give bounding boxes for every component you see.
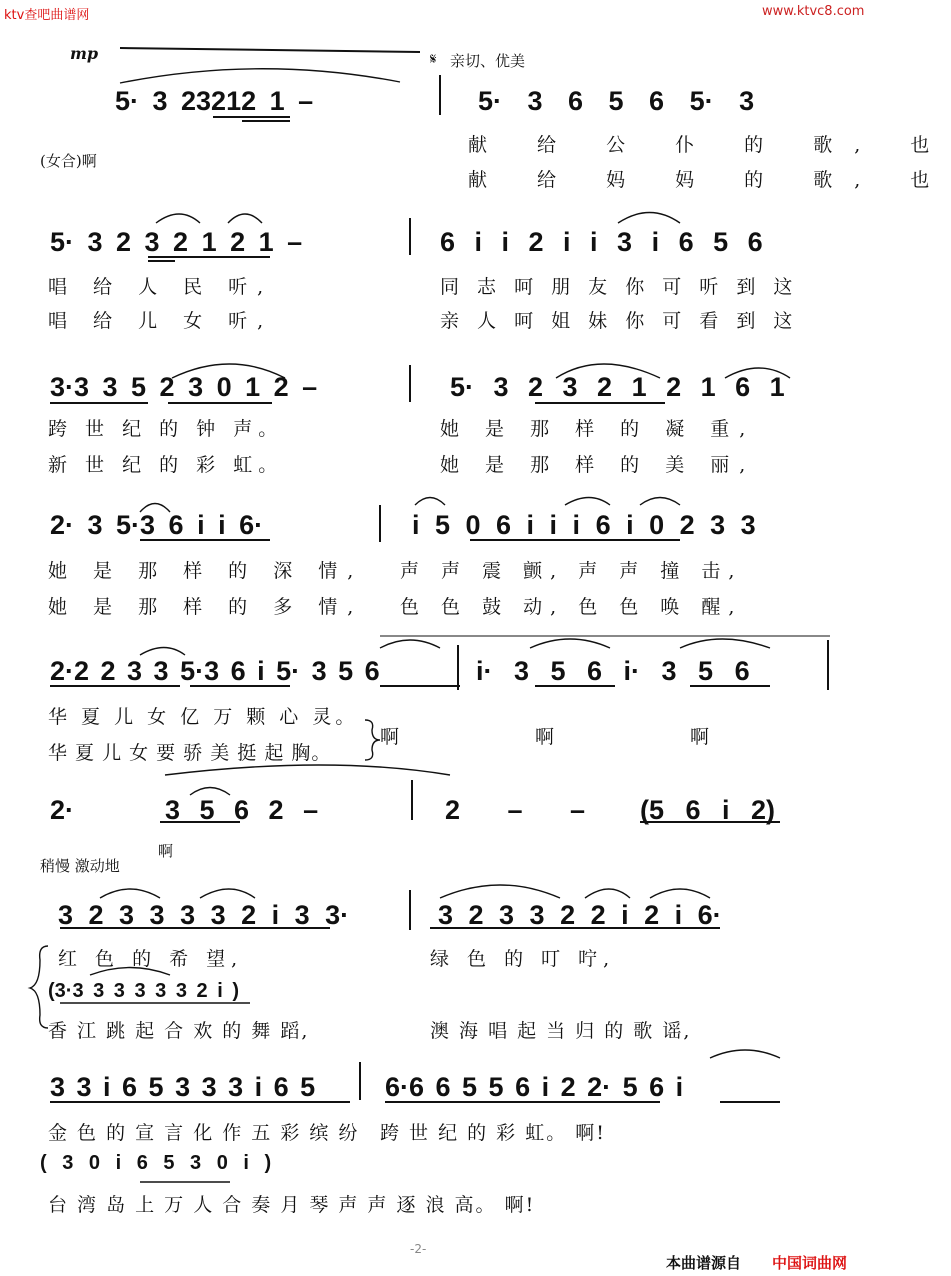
- dynamic-marking: mp: [70, 44, 99, 63]
- row8-notes-a: 3 3 i 6 5 3 3 3 i 6 5: [50, 1072, 316, 1102]
- row7-lyric-a1: 红 色 的 希 望,: [58, 948, 244, 970]
- row5-notes-b: i· 3 5 6 i· 3 5 6: [476, 656, 750, 686]
- row5-lyric-ah-3: 啊: [690, 726, 716, 748]
- row5-lyric-ah-2: 啊: [535, 726, 561, 748]
- row7-notes-b: 3 2 3 3 2 2 i 2 i 6·: [438, 900, 722, 930]
- row7-lyric-b1: 绿 色 的 叮 咛,: [430, 948, 616, 970]
- watermark-top-left: ktv查吧曲谱网: [4, 8, 90, 23]
- watermark-top-right: www.ktvc8.com: [762, 4, 865, 19]
- page-number: -2-: [410, 1242, 427, 1256]
- row4-lyric-b2: 色 色 鼓 动, 色 色 唤 醒,: [400, 596, 743, 618]
- row3-lyric-a1: 跨 世 纪 的 钟 声。: [48, 418, 284, 440]
- row4-notes-a: 2· 3 5·3 6 i i 6·: [50, 510, 264, 540]
- row7-notes-a: 3 2 3 3 3 3 2 i 3 3·: [58, 900, 350, 930]
- row7-chorus-notes: (3·3 3 3 3 3 3 2 i ): [48, 980, 239, 1002]
- expression-marking: 亲切、优美: [450, 52, 526, 70]
- row2-notes-b: 6 i i 2 i i 3 i 6 5 6: [440, 227, 763, 257]
- row5-lyric-a2: 华 夏 儿 女 要 骄 美 挺 起 胸。: [48, 742, 332, 764]
- row4-notes-b: i 5 0 6 i i i 6 i 0 2 3 3: [412, 510, 756, 540]
- row2-lyric-b1: 同 志 呵 朋 友 你 可 听 到 这: [440, 276, 799, 298]
- row7-lyric-b2: 澳 海 唱 起 当 归 的 歌 谣,: [430, 1020, 692, 1042]
- row3-lyric-b1: 她 是 那 样 的 凝 重,: [440, 418, 756, 440]
- row2-lyric-b2: 亲 人 呵 姐 妹 你 可 看 到 这: [440, 310, 799, 332]
- row3-lyric-b2: 她 是 那 样 的 美 丽,: [440, 454, 756, 476]
- row1-notes-b: 5· 3 6 5 6 5· 3: [478, 86, 755, 116]
- row1-notes-a: 5· 3 23212 1 –: [115, 86, 314, 116]
- row5-lyric-ah-1: 啊: [380, 726, 406, 748]
- segno-sign: 𝄋: [430, 50, 437, 68]
- row4-lyric-b1: 声 声 震 颤, 声 声 撞 击,: [400, 560, 743, 582]
- row2-lyric-a1: 唱 给 人 民 听,: [48, 276, 274, 298]
- tempo-marking: 稍慢 激动地: [40, 857, 120, 875]
- row6-notes-d: (5 6 i 2): [640, 795, 776, 825]
- row2-notes-a: 5· 3 2 3 2 1 2 1 –: [50, 227, 303, 257]
- row8-notes-b: 6·6 6 5 5 6 i 2 2· 5 6 i: [385, 1072, 684, 1102]
- row3-notes-a: 3·3 3 5 2 3 0 1 2 –: [50, 372, 318, 402]
- row8-lyric-a2: 台 湾 岛 上 万 人 合 奏 月 琴 声 声 逐 浪 高。 啊!: [48, 1194, 536, 1216]
- row5-lyric-a1: 华 夏 儿 女 亿 万 颗 心 灵。: [48, 706, 359, 728]
- row6-lyric-ah: 啊: [158, 842, 174, 860]
- row8-lyric-b1: 跨 世 纪 的 彩 虹。 啊!: [380, 1122, 606, 1144]
- row1-lyric-b2: 献 给 妈 妈 的 歌, 也: [468, 169, 951, 191]
- row3-lyric-a2: 新 世 纪 的 彩 虹。: [48, 454, 284, 476]
- watermark-bottom-left: 本曲谱源自: [666, 1254, 742, 1272]
- row1-lyric-b1: 献 给 公 仆 的 歌, 也: [468, 134, 951, 156]
- row4-lyric-a1: 她 是 那 样 的 深 情,: [48, 560, 364, 582]
- row8-lyric-a1: 金 色 的 宣 言 化 作 五 彩 缤 纷: [48, 1122, 360, 1144]
- row4-lyric-a2: 她 是 那 样 的 多 情,: [48, 596, 364, 618]
- row6-notes-b: 3 5 6 2 –: [165, 795, 319, 825]
- watermark-bottom-right: 中国词曲网: [772, 1254, 848, 1272]
- row1-lyric-a: (女合)啊: [40, 152, 97, 170]
- row3-notes-b: 5· 3 2 3 2 1 2 1 6 1: [450, 372, 785, 402]
- row8-chorus-notes: ( 3 0 i 6 5 3 0 i ): [40, 1152, 272, 1174]
- row6-notes-c: 2 – –: [445, 795, 586, 825]
- row5-notes-a: 2·2 2 3 3 5·3 6 i 5· 3 5 6: [50, 656, 380, 686]
- row7-lyric-a2: 香 江 跳 起 合 欢 的 舞 蹈,: [48, 1020, 310, 1042]
- row2-lyric-a2: 唱 给 儿 女 听,: [48, 310, 274, 332]
- row6-notes-a: 2·: [50, 795, 75, 825]
